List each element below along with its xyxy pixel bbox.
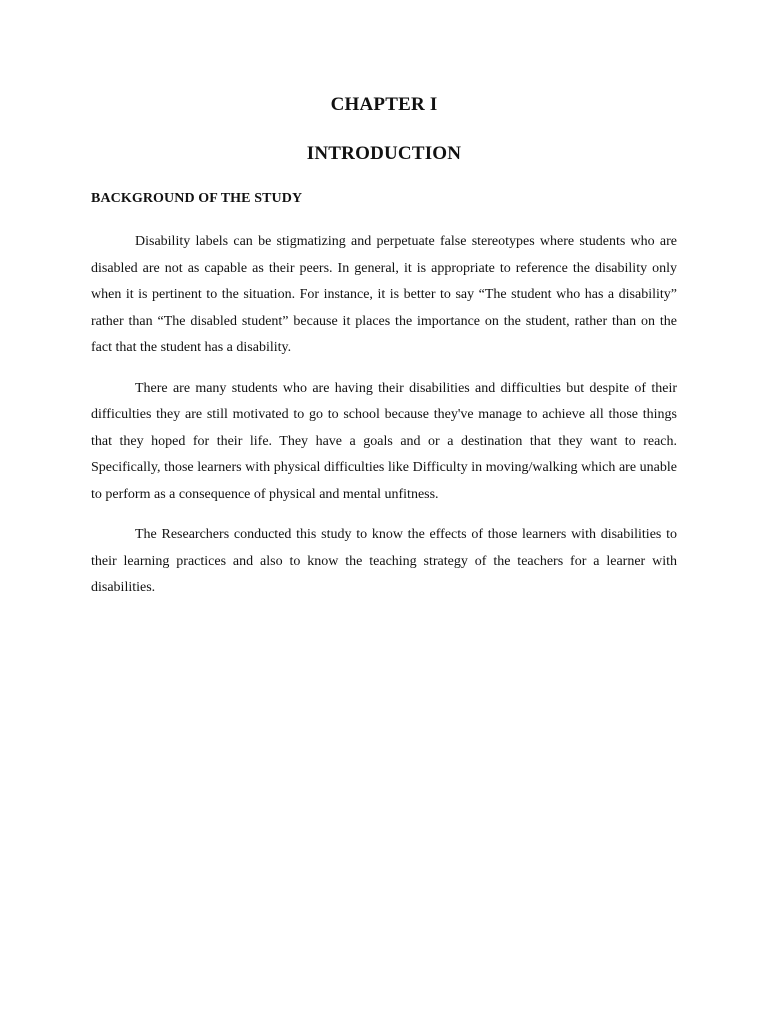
paragraph: There are many students who are having their disabilities and difficulties but despite of their difficulties they are still motivated to go to school because they've manage to achieve all those things that they hoped for their life. They have a goals and or a destination that they want to reach. Specifically, those learners with physical difficulties like Difficulty in moving/walking which are unable to perform as a consequence of physical and mental unfitness. — [91, 380, 677, 502]
paragraph: The Researchers conducted this study to know the effects of those learners with disabilities to their learning practices and also to know the teaching strategy of the teachers for a learner with disabilities. — [91, 527, 677, 595]
section-heading: BACKGROUND OF THE STUDY — [91, 191, 303, 206]
chapter-title: INTRODUCTION — [306, 143, 462, 164]
paragraph: Disability labels can be stigmatizing and perpetuate false stereotypes where students who are disabled are not as capable as their peers. In general, it is appropriate to reference the disability only when it is pertinent to the situation. For instance, it is better to say “The student who has a disability” rather than “The disabled student” because it places the importance on the student, rather than on the fact that the student has a disability. — [91, 234, 677, 355]
body-text — [91, 229, 677, 616]
chapter-heading: CHAPTER I — [330, 94, 438, 115]
